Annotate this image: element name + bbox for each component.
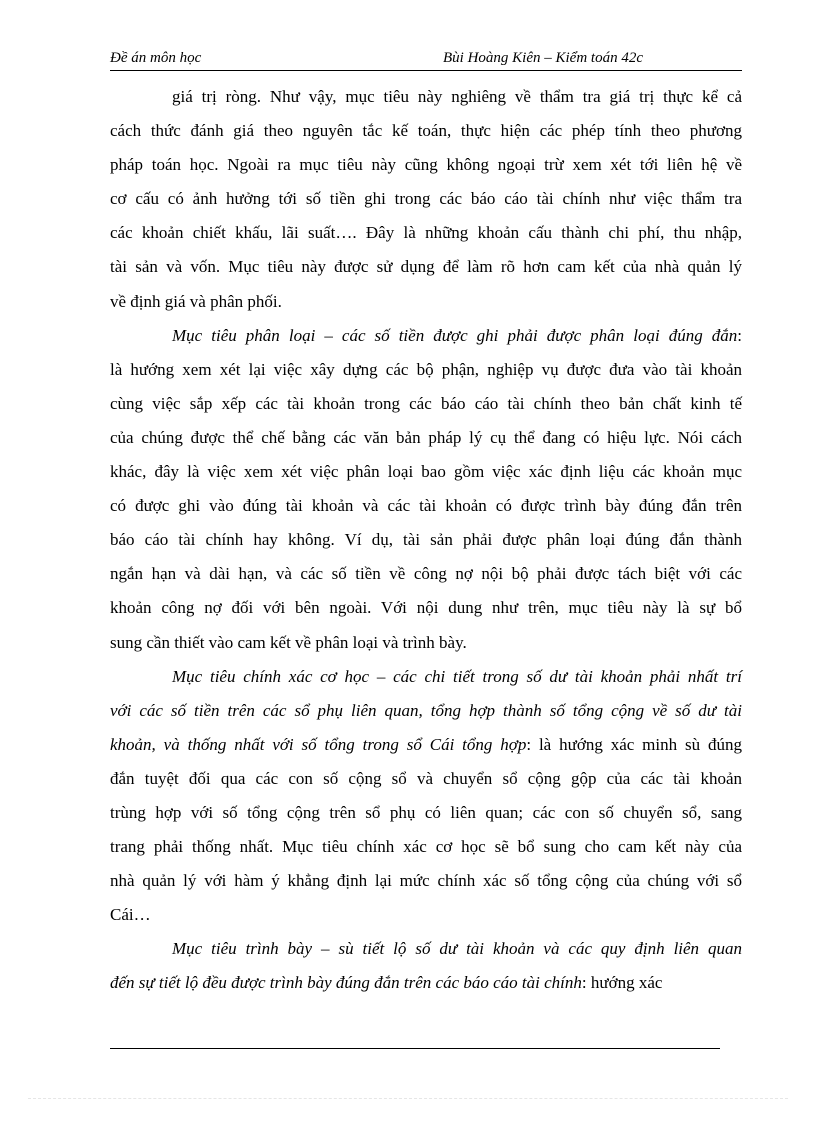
p4-title-line — [110, 966, 742, 1000]
header-author: Bùi Hoàng Kiên – Kiểm toán 42c — [443, 50, 643, 66]
p2-title-line — [110, 319, 742, 353]
p2-line: cùng việc sắp xếp các tài khoản trong các báo cáo tài chính theo bản chất kinh tế — [110, 393, 742, 413]
p4-title-rest: : hướng xác — [581, 973, 663, 993]
p3-line: Cái… — [110, 905, 151, 925]
p2-line: sung cần thiết vào cam kết về phân loại và trình bày. — [110, 632, 467, 652]
p1-line: cách thức đánh giá theo nguyên tắc kế toán, thực hiện các phép tính theo phương — [110, 121, 742, 141]
p1-line: giá trị ròng. Như vậy, mục tiêu này nghiêng về thẩm tra giá trị thực kể cả — [172, 87, 742, 106]
p3-line: trùng hợp với số tổng cộng trên sổ phụ có liên quan; các con số chuyển sổ, sang — [110, 802, 742, 822]
p1-line: tài sản và vốn. Mục tiêu này được sử dụng để làm rõ hơn cam kết của nhà quản lý — [110, 257, 742, 277]
page-edge-divider — [28, 1098, 788, 1099]
p4-title-line: Mục tiêu trình bày – sù tiết lộ số dư tài khoản và các quy định liên quan — [172, 939, 742, 959]
p3-title-line — [110, 728, 742, 762]
p3-title-line: với các số tiền trên các sổ phụ liên quan, tổng hợp thành số tổng cộng về số dư tài — [110, 700, 742, 720]
p2-title: Mục tiêu phân loại – các số tiền được ghi phải được phân loại đúng đắn — [172, 325, 738, 345]
p2-line: ngắn hạn và dài hạn, và các số tiền về công nợ nội bộ phải được tách biệt với các — [110, 564, 742, 584]
header-course-title: Đề án môn học — [110, 50, 202, 66]
page-header — [110, 50, 742, 71]
p3-title-line: Mục tiêu chính xác cơ học – các chi tiết trong số dư tài khoản phải nhất trí — [172, 666, 742, 686]
p2-line: là hướng xem xét lại việc xây dựng các bộ phận, nghiệp vụ được đưa vào tài khoản — [110, 359, 742, 379]
p3-line: đắn tuyệt đối qua các con số cộng sổ và chuyển sổ cộng gộp của các tài khoản — [110, 768, 742, 788]
p3-title-end: khoản, và thống nhất với số tổng trong sổ Cái tổng hợp — [110, 734, 527, 754]
p2-line: khoản công nợ đối với bên ngoài. Với nội dung như trên, mục tiêu này là sự bổ — [110, 598, 742, 618]
p4-title-end: đến sự tiết lộ đều được trình bày đúng đắn trên các báo cáo tài chính — [110, 973, 582, 993]
p2-line: khác, đây là việc xem xét việc phân loại bao gồm việc xác định liệu các khoản mục — [110, 462, 742, 482]
p2-line: báo cáo tài chính hay không. Ví dụ, tài sản phải được phân loại đúng đắn thành — [110, 530, 742, 550]
p3-line: trang phải thống nhất. Mục tiêu chính xác cơ học sẽ bổ sung cho cam kết này của — [110, 837, 742, 857]
p2-title-colon: : — [737, 325, 742, 345]
p1-line: về định giá và phân phối. — [110, 291, 282, 311]
p3-title-rest: : là hướng xác minh sù đúng — [526, 734, 742, 754]
p1-line: cơ cấu có ảnh hưởng tới số tiền ghi trong các báo cáo tài chính như việc thẩm tra — [110, 189, 742, 209]
p2-line: có được ghi vào đúng tài khoản và các tài khoản có được trình bày đúng đắn trên — [110, 496, 742, 516]
document-body — [110, 80, 742, 1001]
p1-line: pháp toán học. Ngoài ra mục tiêu này cũng không ngoại trừ xem xét tới liên hệ về — [110, 155, 742, 175]
footer-rule — [110, 1048, 720, 1049]
p1-line: các khoản chiết khấu, lãi suất…. Đây là những khoản cấu thành chi phí, thu nhập, — [110, 223, 742, 243]
p3-line: nhà quản lý với hàm ý khẳng định lại mức chính xác số tổng cộng của chúng với sổ — [110, 871, 742, 891]
p2-line: của chúng được thể chế bằng các văn bản pháp lý cụ thể đang có hiệu lực. Nói cách — [110, 427, 742, 447]
